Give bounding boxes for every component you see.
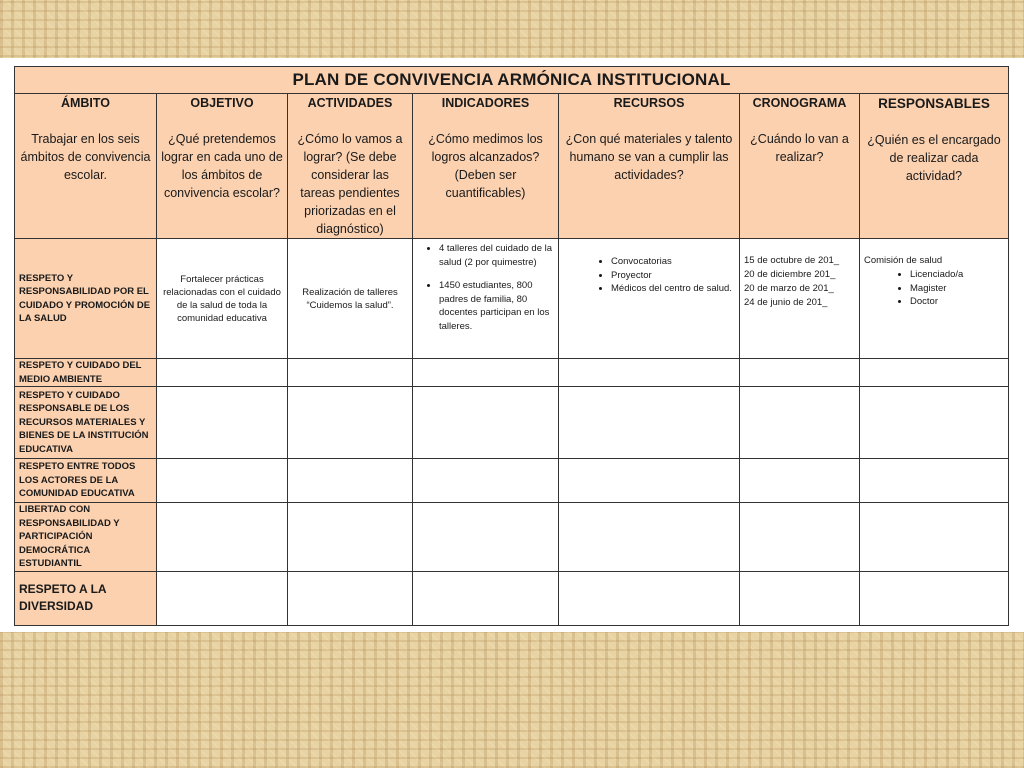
header-label: RECURSOS <box>613 96 685 110</box>
header-description: ¿Quién es el encargado de realizar cada actividad? <box>867 133 1001 183</box>
ambito-cell: RESPETO Y CUIDADO DEL MEDIO AMBIENTE <box>15 359 157 387</box>
empty-cell <box>288 459 413 503</box>
header-label: CRONOGRAMA <box>752 96 847 110</box>
empty-cell <box>559 459 740 503</box>
cronograma-date: 20 de diciembre 201_ <box>744 269 836 280</box>
table-row <box>15 387 1009 459</box>
empty-cell <box>740 459 860 503</box>
responsables-title: Comisión de salud <box>864 255 943 266</box>
header-description: Trabajar en los seis ámbitos de convivencia escolar. <box>20 132 151 182</box>
empty-cell <box>288 387 413 459</box>
ambito-cell: RESPETO Y RESPONSABILIDAD POR EL CUIDADO Y PROMOCIÓN DE LA SALUD <box>15 239 157 359</box>
empty-cell <box>740 503 860 572</box>
recursos-cell <box>559 239 740 359</box>
list-item: • Convocatorias <box>611 255 735 269</box>
list-item: • Proyector <box>611 269 735 283</box>
convivencia-plan-table <box>14 66 1009 626</box>
header-indicadores <box>413 94 559 239</box>
empty-cell <box>559 359 740 387</box>
header-cronograma <box>740 94 860 239</box>
list-item: • Magister <box>910 282 1004 296</box>
empty-cell <box>157 359 288 387</box>
empty-cell <box>860 459 1009 503</box>
table-row <box>15 239 1009 359</box>
list-item: • 4 talleres del cuidado de la salud (2 por quimestre) <box>439 242 554 269</box>
empty-cell <box>413 503 559 572</box>
ambito-cell: RESPETO A LA DIVERSIDAD <box>15 571 157 625</box>
cronograma-cell <box>740 239 860 359</box>
header-description: ¿Cómo lo vamos a lograr? (Se debe considerar las tareas pendientes priorizadas en el diagnóstico) <box>297 132 403 236</box>
cronograma-date: 15 de octubre de 201_ <box>744 255 840 266</box>
cronograma-date: 24 de junio de 201_ <box>744 297 828 308</box>
responsables-cell <box>860 239 1009 359</box>
table-row <box>15 503 1009 572</box>
list-item: • 1450 estudiantes, 800 padres de familia, 80 docentes participan en los talleres. <box>439 279 554 333</box>
header-objetivo <box>157 94 288 239</box>
header-description: ¿Cuándo lo van a realizar? <box>750 132 849 164</box>
objetivo-cell: Fortalecer prácticas relacionadas con el cuidado de la salud de toda la comunidad educativa <box>157 239 288 359</box>
empty-cell <box>860 571 1009 625</box>
header-label: INDICADORES <box>441 96 530 110</box>
header-ambito <box>15 94 157 239</box>
empty-cell <box>288 503 413 572</box>
empty-cell <box>559 503 740 572</box>
empty-cell <box>413 571 559 625</box>
list-item: • Médicos del centro de salud. <box>611 282 735 296</box>
empty-cell <box>413 359 559 387</box>
header-description: ¿Cómo medimos los logros alcanzados? (Deben ser cuantificables) <box>428 132 543 200</box>
header-label: OBJETIVO <box>190 96 254 110</box>
list-item: • Doctor <box>910 295 1004 309</box>
empty-cell <box>740 387 860 459</box>
header-responsables <box>860 94 1009 239</box>
header-row <box>15 94 1009 239</box>
header-description: ¿Qué pretendemos lograr en cada uno de los ámbitos de convivencia escolar? <box>161 132 283 200</box>
empty-cell <box>288 359 413 387</box>
empty-cell <box>157 503 288 572</box>
responsables-list <box>864 268 1004 309</box>
header-recursos <box>559 94 740 239</box>
empty-cell <box>860 359 1009 387</box>
recursos-list <box>589 255 735 296</box>
empty-cell <box>413 387 559 459</box>
empty-cell <box>157 459 288 503</box>
empty-cell <box>288 571 413 625</box>
actividades-cell: Realización de talleres “Cuidemos la salud”. <box>288 239 413 359</box>
indicadores-cell <box>413 239 559 359</box>
header-actividades <box>288 94 413 239</box>
ambito-cell: RESPETO ENTRE TODOS LOS ACTORES DE LA COMUNIDAD EDUCATIVA <box>15 459 157 503</box>
header-label: ÁMBITO <box>60 96 111 110</box>
empty-cell <box>740 571 860 625</box>
ambito-cell: RESPETO Y CUIDADO RESPONSABLE DE LOS RECURSOS MATERIALES Y BIENES DE LA INSTITUCIÓN EDUCATIVA <box>15 387 157 459</box>
empty-cell <box>559 387 740 459</box>
header-label: ACTIVIDADES <box>307 96 393 110</box>
empty-cell <box>860 503 1009 572</box>
table-row <box>15 359 1009 387</box>
empty-cell <box>157 571 288 625</box>
indicadores-list <box>417 242 554 333</box>
empty-cell <box>157 387 288 459</box>
empty-cell <box>740 359 860 387</box>
header-description: ¿Con qué materiales y talento humano se van a cumplir las actividades? <box>565 132 733 182</box>
empty-cell <box>860 387 1009 459</box>
ambito-cell: LIBERTAD CON RESPONSABILIDAD Y PARTICIPACIÓN DEMOCRÁTICA ESTUDIANTIL <box>15 503 157 572</box>
empty-cell <box>413 459 559 503</box>
table-row <box>15 571 1009 625</box>
table-row <box>15 459 1009 503</box>
empty-cell <box>559 571 740 625</box>
table-title: PLAN DE CONVIVENCIA ARMÓNICA INSTITUCIONAL <box>15 67 1009 94</box>
list-item: • Licenciado/a <box>910 268 1004 282</box>
cronograma-date: 20 de marzo de 201_ <box>744 283 834 294</box>
header-label: RESPONSABLES <box>878 96 990 111</box>
